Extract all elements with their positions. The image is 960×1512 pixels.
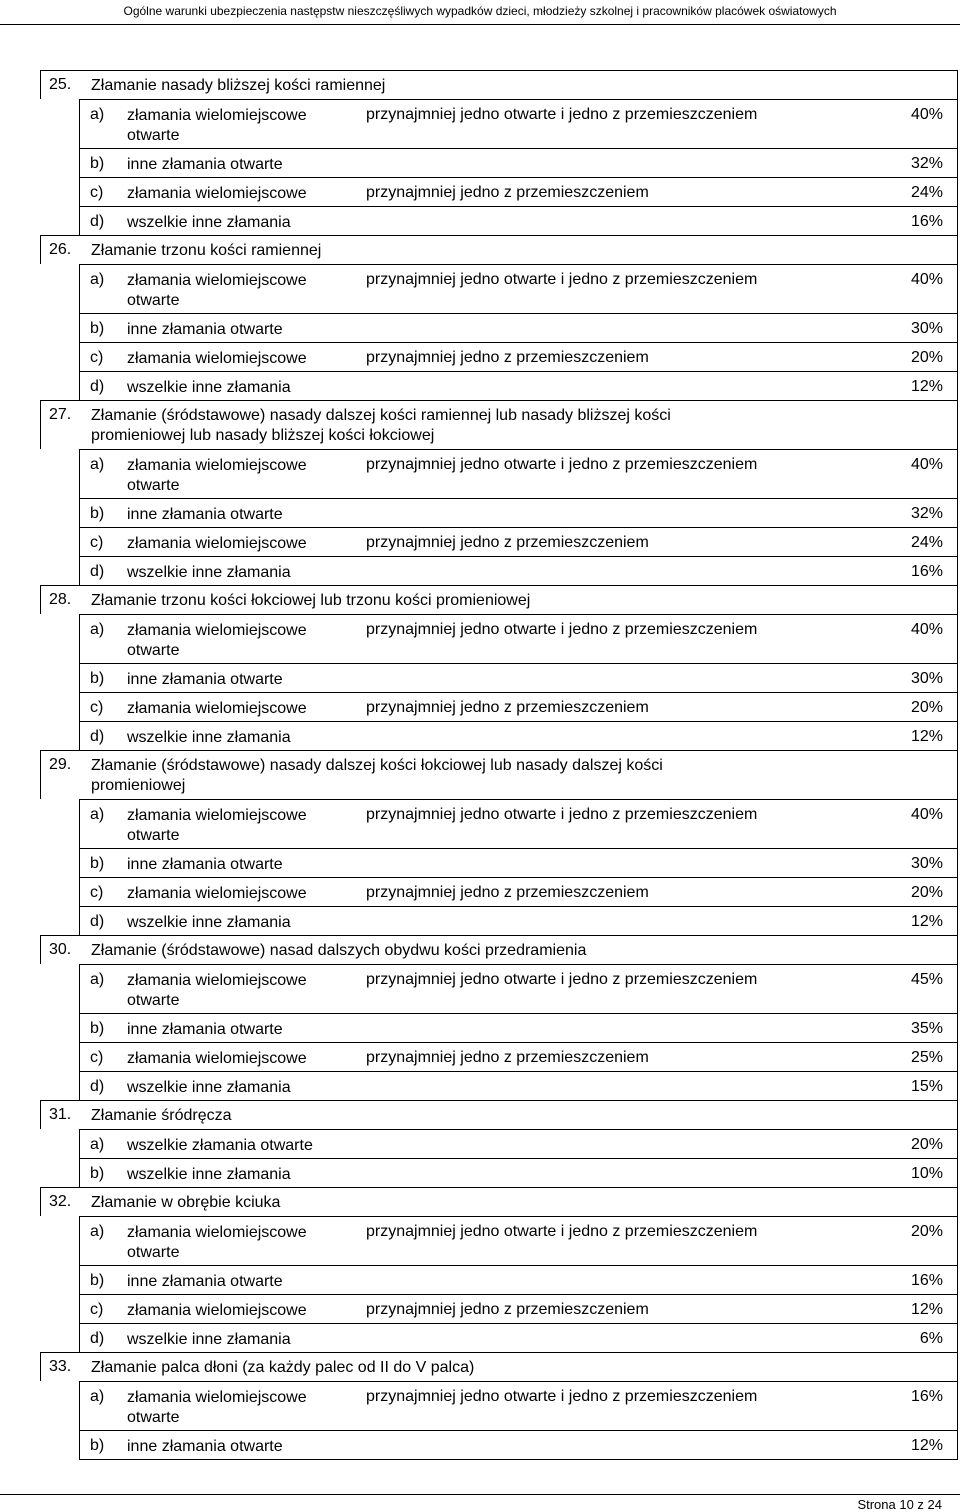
section-number: 29. <box>49 756 72 773</box>
row-percentage: 35% <box>910 1020 943 1037</box>
row-condition: przynajmniej jedno otwarte i jedno z przemieszczeniem <box>366 971 758 988</box>
row-letter: a) <box>90 1388 105 1405</box>
row-letter: c) <box>90 1049 104 1066</box>
row-description: złamania wielomiejscowe otwarte <box>127 622 307 659</box>
table-row <box>79 1158 958 1187</box>
row-description: złamania wielomiejscowe otwarte <box>127 457 307 494</box>
table-row <box>79 498 958 527</box>
table-row <box>79 177 958 206</box>
row-condition: przynajmniej jedno z przemieszczeniem <box>366 534 649 551</box>
row-letter: d) <box>90 213 105 230</box>
table-row <box>79 663 958 692</box>
table-row <box>79 1013 958 1042</box>
row-description: wszelkie inne złamania <box>127 564 291 581</box>
row-condition: przynajmniej jedno z przemieszczeniem <box>366 349 649 366</box>
row-letter: b) <box>90 320 105 337</box>
row-description: wszelkie inne złamania <box>127 914 291 931</box>
table-row <box>79 964 958 1013</box>
row-description: wszelkie inne złamania <box>127 1331 291 1348</box>
row-description: wszelkie inne złamania <box>127 729 291 746</box>
row-description: inne złamania otwarte <box>127 1021 283 1038</box>
row-letter: b) <box>90 855 105 872</box>
section-header <box>40 1100 958 1129</box>
table-row <box>79 1216 958 1265</box>
row-letter: c) <box>90 349 104 366</box>
row-letter: a) <box>90 621 105 638</box>
row-percentage: 10% <box>910 1165 943 1182</box>
row-description: złamania wielomiejscowe otwarte <box>127 1224 307 1261</box>
row-description: wszelkie inne złamania <box>127 1166 291 1183</box>
row-percentage: 12% <box>910 1437 943 1454</box>
section-number: 27. <box>49 406 72 423</box>
row-description: złamania wielomiejscowe otwarte <box>127 272 307 309</box>
section-title: Złamanie (śródstawowe) nasady dalszej kości łokciowej lub nasady dalszej kości promieniowej <box>91 757 663 794</box>
row-description: złamania wielomiejscowe <box>127 1302 307 1319</box>
row-letter: a) <box>90 806 105 823</box>
table-row <box>79 1294 958 1323</box>
section-header <box>40 585 958 614</box>
row-condition: przynajmniej jedno z przemieszczeniem <box>366 184 649 201</box>
section-title: Złamanie (śródstawowe) nasady dalszej kości ramiennej lub nasady bliższej kości promieniowej lub nasady bliższej kości łokciowej <box>91 407 671 444</box>
row-description: złamania wielomiejscowe otwarte <box>127 807 307 844</box>
row-percentage: 40% <box>910 271 943 288</box>
row-condition: przynajmniej jedno z przemieszczeniem <box>366 1301 649 1318</box>
table-row <box>79 1071 958 1100</box>
row-percentage: 20% <box>910 349 943 366</box>
row-description: złamania wielomiejscowe <box>127 185 307 202</box>
footer-rule <box>0 1494 960 1495</box>
table-row <box>79 1381 958 1430</box>
page-number: Strona 10 z 24 <box>857 1497 942 1512</box>
section-header <box>40 1187 958 1216</box>
section-title: Złamanie (śródstawowe) nasad dalszych obydwu kości przedramienia <box>91 942 587 959</box>
row-percentage: 30% <box>910 670 943 687</box>
row-letter: d) <box>90 913 105 930</box>
section-number: 31. <box>49 1106 72 1123</box>
row-percentage: 45% <box>910 971 943 988</box>
row-letter: b) <box>90 505 105 522</box>
injury-table <box>40 70 958 1460</box>
table-row <box>79 449 958 498</box>
row-description: wszelkie inne złamania <box>127 214 291 231</box>
row-condition: przynajmniej jedno otwarte i jedno z przemieszczeniem <box>366 456 758 473</box>
table-row <box>79 206 958 235</box>
table-row <box>79 527 958 556</box>
row-letter: a) <box>90 1136 105 1153</box>
row-letter: a) <box>90 106 105 123</box>
row-letter: c) <box>90 1301 104 1318</box>
row-letter: b) <box>90 1165 105 1182</box>
row-description: złamania wielomiejscowe otwarte <box>127 972 307 1009</box>
row-percentage: 40% <box>910 806 943 823</box>
row-percentage: 40% <box>910 106 943 123</box>
section-title: Złamanie trzonu kości łokciowej lub trzonu kości promieniowej <box>91 592 531 609</box>
row-percentage: 12% <box>910 728 943 745</box>
row-description: wszelkie inne złamania <box>127 379 291 396</box>
row-percentage: 12% <box>910 913 943 930</box>
row-letter: c) <box>90 534 104 551</box>
page-header: Ogólne warunki ubezpieczenia następstw nieszczęśliwych wypadków dzieci, młodzieży szkolnej i pracowników placówek oświatowych <box>0 0 960 25</box>
table-row <box>79 371 958 400</box>
table-row <box>79 906 958 935</box>
table-row <box>79 1323 958 1352</box>
row-condition: przynajmniej jedno z przemieszczeniem <box>366 699 649 716</box>
row-percentage: 40% <box>910 456 943 473</box>
row-letter: d) <box>90 563 105 580</box>
section-title: Złamanie śródręcza <box>91 1107 232 1124</box>
row-percentage: 16% <box>910 213 943 230</box>
section-number: 32. <box>49 1193 72 1210</box>
section-number: 30. <box>49 941 72 958</box>
row-percentage: 20% <box>910 699 943 716</box>
table-row <box>79 692 958 721</box>
row-percentage: 15% <box>910 1078 943 1095</box>
row-description: inne złamania otwarte <box>127 506 283 523</box>
section-header <box>40 235 958 264</box>
section-header <box>40 1352 958 1381</box>
row-description: złamania wielomiejscowe otwarte <box>127 107 307 144</box>
row-letter: b) <box>90 1272 105 1289</box>
row-percentage: 32% <box>910 155 943 172</box>
row-letter: b) <box>90 1020 105 1037</box>
row-condition: przynajmniej jedno otwarte i jedno z przemieszczeniem <box>366 621 758 638</box>
row-letter: d) <box>90 728 105 745</box>
row-condition: przynajmniej jedno otwarte i jedno z przemieszczeniem <box>366 106 758 123</box>
row-letter: b) <box>90 1437 105 1454</box>
section-title: Złamanie nasady bliższej kości ramiennej <box>91 77 386 94</box>
section-title: Złamanie trzonu kości ramiennej <box>91 242 322 259</box>
row-percentage: 16% <box>910 563 943 580</box>
table-row <box>79 1265 958 1294</box>
table-row <box>79 1430 958 1459</box>
row-percentage: 30% <box>910 855 943 872</box>
row-percentage: 20% <box>910 1223 943 1240</box>
section-header <box>40 400 958 449</box>
table-row <box>79 99 958 148</box>
table-row <box>79 1129 958 1158</box>
row-letter: a) <box>90 271 105 288</box>
table-row <box>79 877 958 906</box>
row-letter: c) <box>90 884 104 901</box>
row-letter: b) <box>90 155 105 172</box>
section-number: 25. <box>49 76 72 93</box>
row-percentage: 6% <box>919 1330 943 1347</box>
section-title: Złamanie w obrębie kciuka <box>91 1194 281 1211</box>
row-letter: c) <box>90 699 104 716</box>
table-row <box>79 556 958 585</box>
row-condition: przynajmniej jedno otwarte i jedno z przemieszczeniem <box>366 1388 758 1405</box>
row-description: złamania wielomiejscowe <box>127 700 307 717</box>
row-condition: przynajmniej jedno z przemieszczeniem <box>366 884 649 901</box>
row-description: inne złamania otwarte <box>127 856 283 873</box>
row-percentage: 32% <box>910 505 943 522</box>
table-row <box>79 313 958 342</box>
table-row <box>79 848 958 877</box>
table-row <box>79 1042 958 1071</box>
row-description: wszelkie inne złamania <box>127 1079 291 1096</box>
row-condition: przynajmniej jedno z przemieszczeniem <box>366 1049 649 1066</box>
row-percentage: 24% <box>910 184 943 201</box>
row-description: inne złamania otwarte <box>127 1273 283 1290</box>
table-row <box>79 342 958 371</box>
section-number: 28. <box>49 591 72 608</box>
row-description: złamania wielomiejscowe <box>127 1050 307 1067</box>
row-letter: a) <box>90 1223 105 1240</box>
table-row <box>79 264 958 313</box>
row-percentage: 16% <box>910 1272 943 1289</box>
table-bottom-rule <box>79 1459 958 1460</box>
section-header <box>40 70 958 99</box>
row-condition: przynajmniej jedno otwarte i jedno z przemieszczeniem <box>366 1223 758 1240</box>
section-header <box>40 935 958 964</box>
section-number: 33. <box>49 1358 72 1375</box>
row-description: złamania wielomiejscowe <box>127 535 307 552</box>
row-description: inne złamania otwarte <box>127 156 283 173</box>
table-row <box>79 148 958 177</box>
row-letter: a) <box>90 971 105 988</box>
row-description: wszelkie złamania otwarte <box>127 1137 313 1154</box>
row-letter: d) <box>90 1078 105 1095</box>
row-percentage: 24% <box>910 534 943 551</box>
row-description: inne złamania otwarte <box>127 321 283 338</box>
table-row <box>79 799 958 848</box>
row-description: inne złamania otwarte <box>127 1438 283 1455</box>
section-number: 26. <box>49 241 72 258</box>
row-letter: b) <box>90 670 105 687</box>
row-percentage: 16% <box>910 1388 943 1405</box>
row-letter: d) <box>90 378 105 395</box>
row-percentage: 20% <box>910 884 943 901</box>
table-row <box>79 614 958 663</box>
row-letter: a) <box>90 456 105 473</box>
row-condition: przynajmniej jedno otwarte i jedno z przemieszczeniem <box>366 806 758 823</box>
row-description: złamania wielomiejscowe otwarte <box>127 1389 307 1426</box>
section-header <box>40 750 958 799</box>
row-description: złamania wielomiejscowe <box>127 350 307 367</box>
row-percentage: 12% <box>910 378 943 395</box>
row-percentage: 12% <box>910 1301 943 1318</box>
row-percentage: 25% <box>910 1049 943 1066</box>
section-title: Złamanie palca dłoni (za każdy palec od II do V palca) <box>91 1359 475 1376</box>
row-description: inne złamania otwarte <box>127 671 283 688</box>
row-percentage: 20% <box>910 1136 943 1153</box>
row-letter: c) <box>90 184 104 201</box>
table-row <box>79 721 958 750</box>
row-percentage: 30% <box>910 320 943 337</box>
row-description: złamania wielomiejscowe <box>127 885 307 902</box>
row-percentage: 40% <box>910 621 943 638</box>
row-letter: d) <box>90 1330 105 1347</box>
row-condition: przynajmniej jedno otwarte i jedno z przemieszczeniem <box>366 271 758 288</box>
